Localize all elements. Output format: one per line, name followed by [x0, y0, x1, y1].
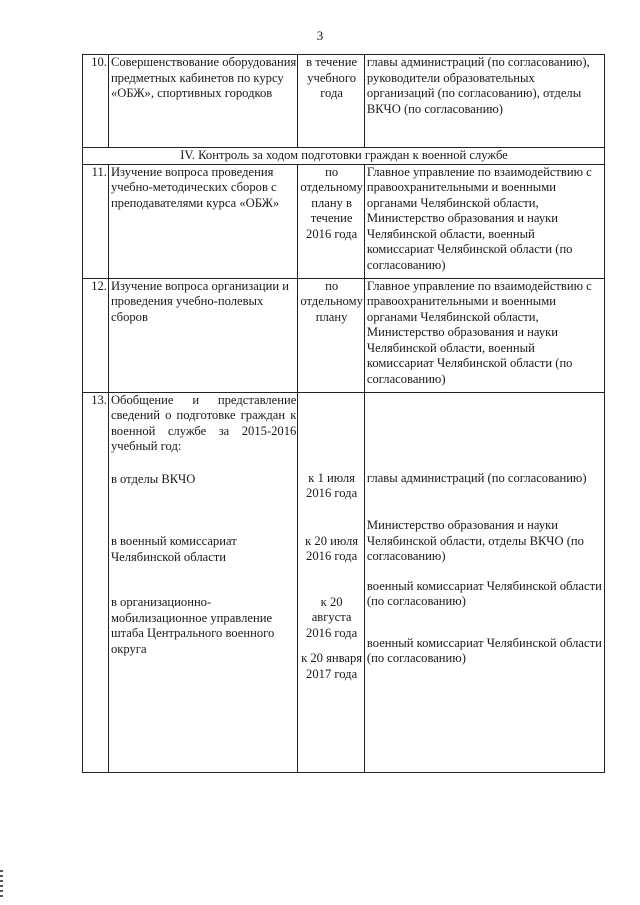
table-row	[83, 164, 605, 278]
event-plan-table	[82, 54, 605, 773]
recipient-vkcho: в отделы ВКЧО	[110, 471, 196, 486]
term-cell: по отдельному плану в течение 2016 года	[298, 164, 365, 278]
responsible-item: главы администраций (по согласованию)	[366, 470, 587, 485]
row-number: 11.	[83, 164, 109, 278]
section-title: IV. Контроль за ходом подготовки граждан к военной службе	[83, 148, 605, 165]
summary-intro: Обобщение и представление сведений о подготовке граждан к военной службе за 2015-2016 учебный год:	[110, 392, 297, 453]
action-cell: Изучение вопроса организации и проведения учебно-полевых сборов	[108, 278, 297, 392]
responsible-cell: главы администраций (по согласованию), руководители образовательных организаций (по согласованию), отделы ВКЧО (по согласованию)	[364, 55, 604, 148]
scan-edge-mark	[0, 870, 3, 900]
term-item: к 20 августа 2016 года	[306, 594, 358, 640]
term-item: к 20 июля 2016 года	[305, 533, 359, 563]
action-cell	[108, 392, 297, 772]
table-row	[83, 392, 605, 772]
recipient-commissariat: в военный комиссариат Челябинской области	[110, 534, 237, 564]
responsible-cell: Главное управление по взаимодействию с правоохранительными и военными органами Челябинской области, Министерство образования и науки Челябинской области, военный комиссариат Челябинской области (по согласованию)	[364, 278, 604, 392]
section-row	[83, 148, 605, 165]
responsible-item: военный комиссариат Челябинской области (по согласованию)	[366, 635, 602, 665]
action-cell: Изучение вопроса проведения учебно-методических сборов с преподавателями курса «ОБЖ»	[108, 164, 297, 278]
row-number: 13.	[83, 392, 109, 772]
row-number: 10.	[83, 55, 109, 148]
term-cell	[298, 392, 365, 772]
term-cell: в течение учебного года	[298, 55, 365, 148]
responsible-cell	[364, 392, 604, 772]
action-cell: Совершенствование оборудования предметных кабинетов по курсу «ОБЖ», спортивных городков	[108, 55, 297, 148]
term-cell: по отдельному плану	[298, 278, 365, 392]
responsible-item: Министерство образования и науки Челябинской области, отделы ВКЧО (по согласованию)	[366, 518, 584, 563]
table-row	[83, 278, 605, 392]
term-item: к 20 января 2017 года	[301, 651, 363, 681]
responsible-item: военный комиссариат Челябинской области (по согласованию)	[366, 578, 602, 608]
responsible-cell: Главное управление по взаимодействию с правоохранительными и военными органами Челябинской области, Министерство образования и науки Челябинской области, военный комиссариат Челябинской области (по согласованию)	[364, 164, 604, 278]
recipient-district-hq: в организационно-мобилизационное управление штаба Центрального военного округа	[110, 595, 275, 656]
term-item: к 1 июля 2016 года	[306, 470, 358, 500]
row-number: 12.	[83, 278, 109, 392]
page-number: 3	[316, 28, 324, 43]
table-row	[83, 55, 605, 148]
